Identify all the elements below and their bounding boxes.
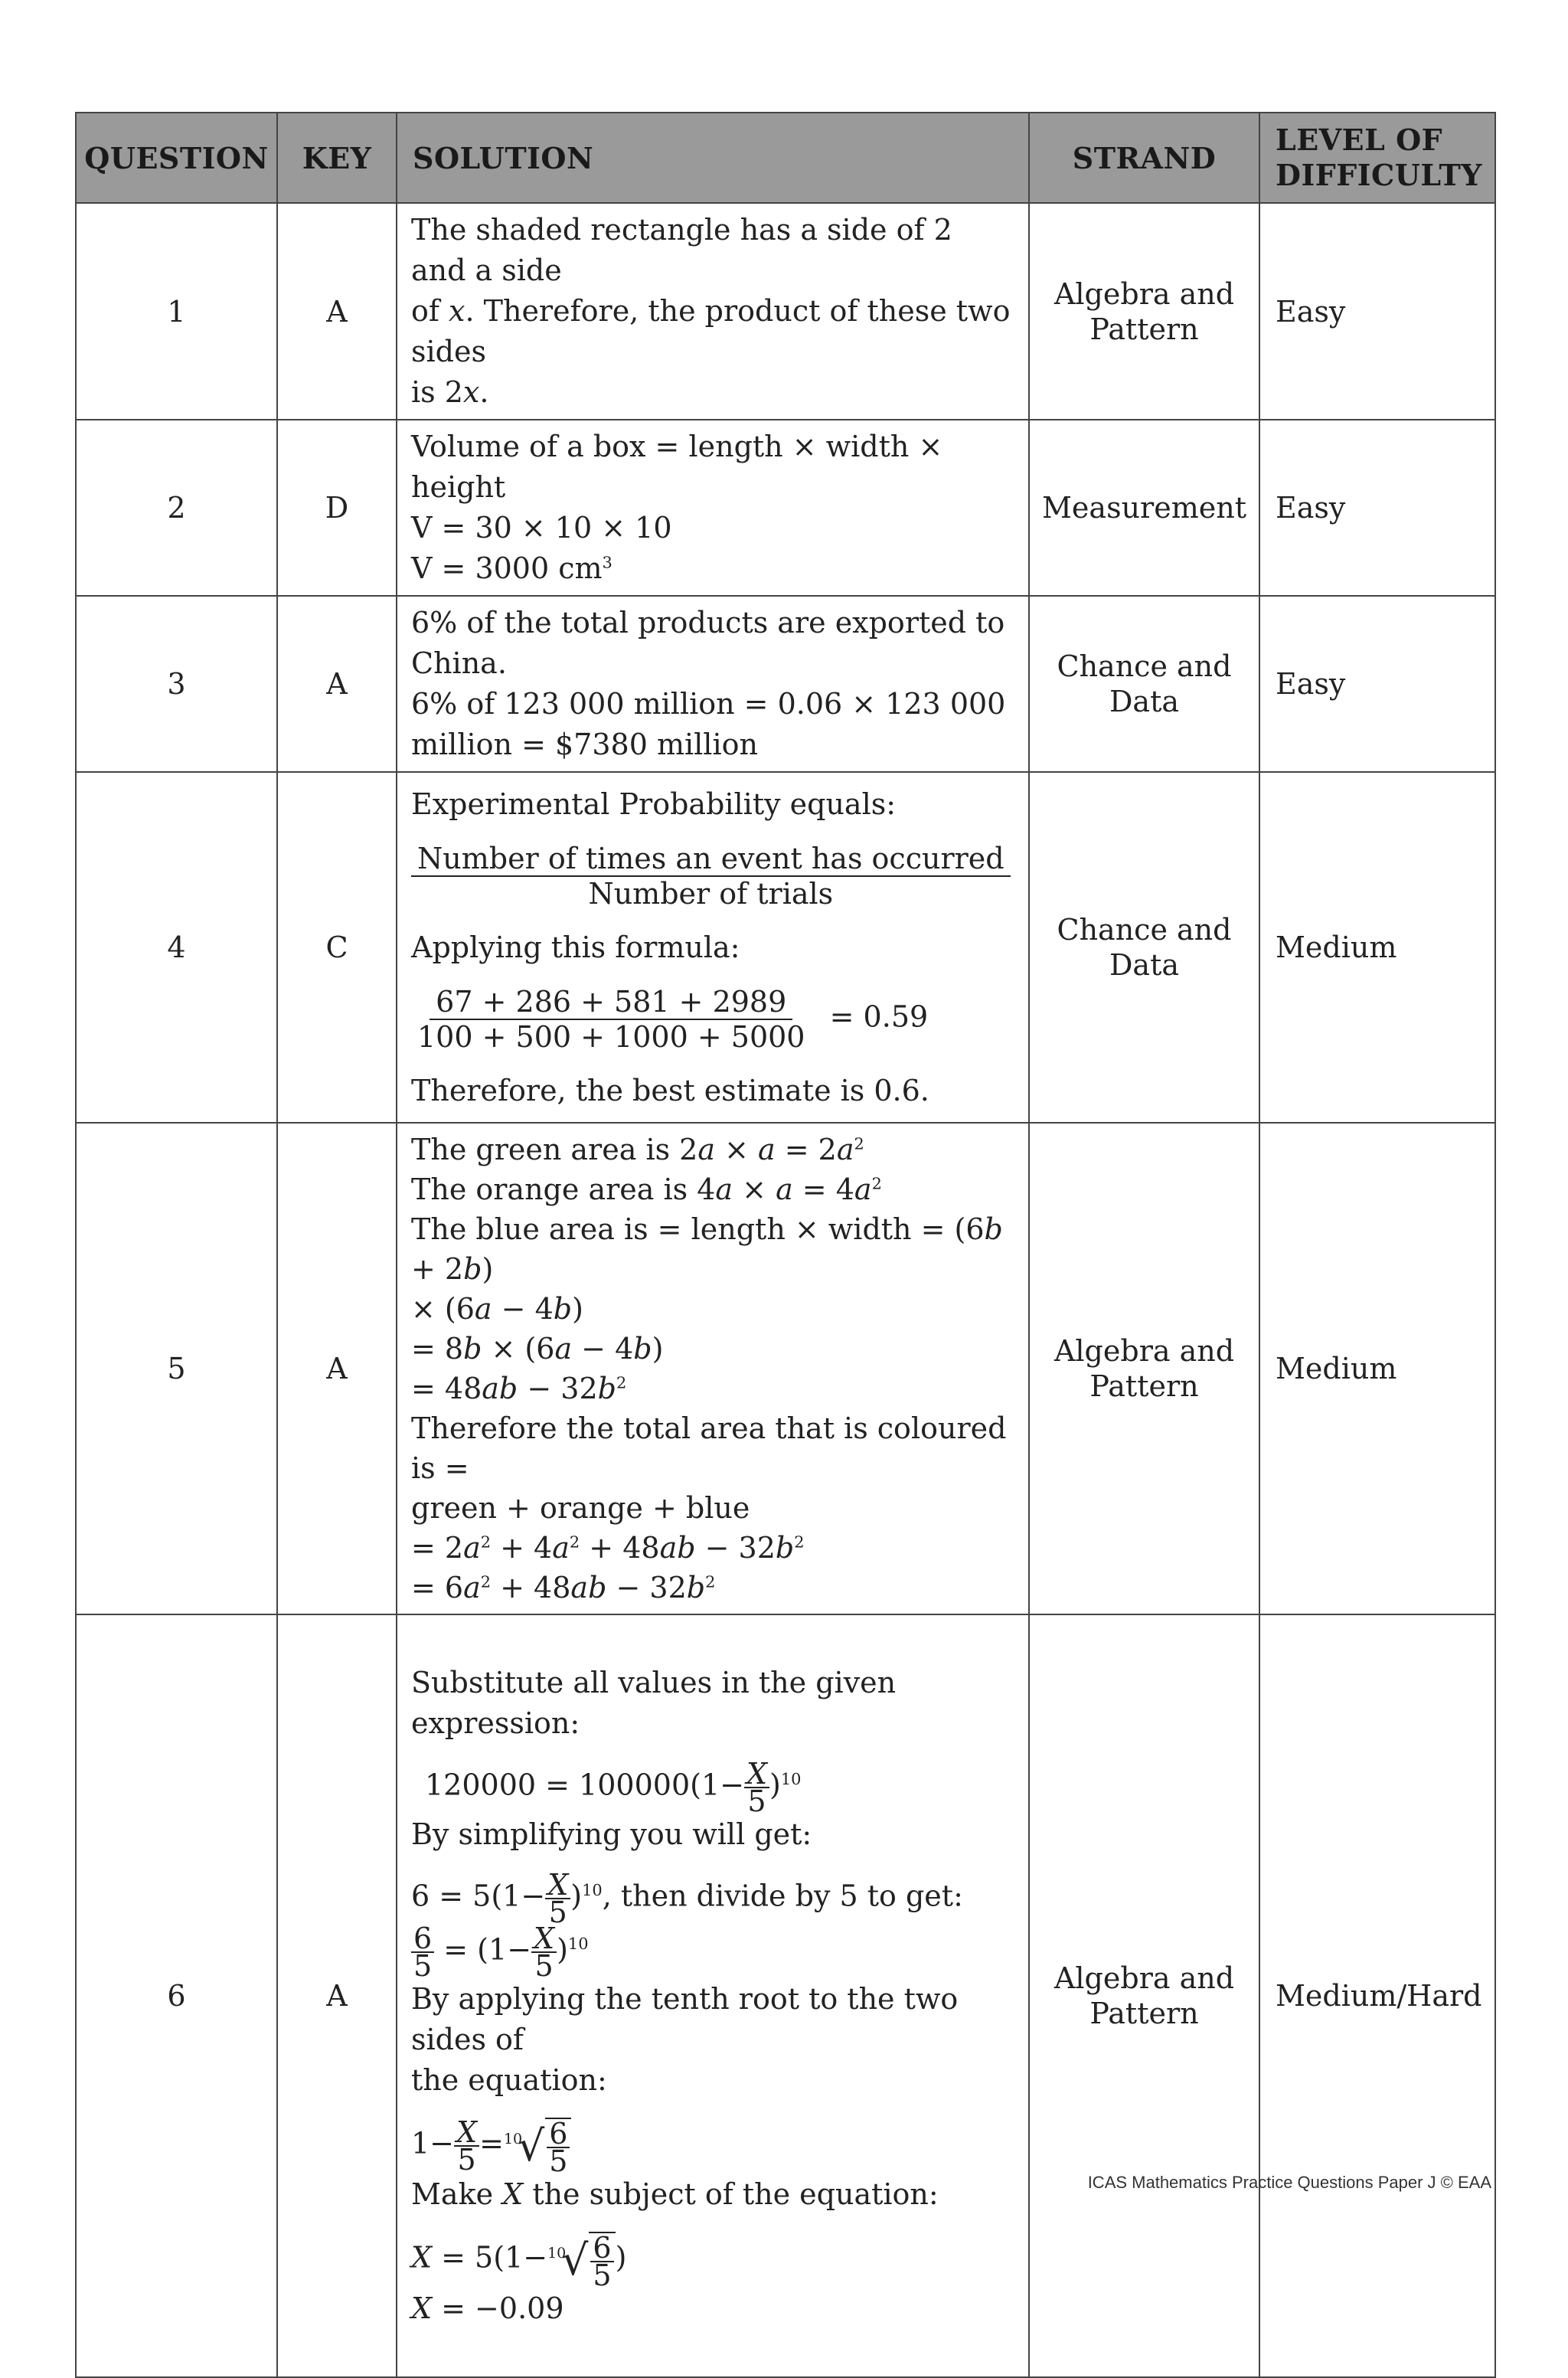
equation: $\frac{6}{5}$ = (1− $\frac{X}{5}$ )$^{10}$ <box>411 1925 1014 1979</box>
header-key: KEY <box>277 113 397 203</box>
page-footer: ICAS Mathematics Practice Questions Paper J © EAA <box>1087 2173 1491 2192</box>
table-row <box>76 596 1495 772</box>
solution-text: 6% of the total products are exported to China. 6% of 123 000 million = 0.06 × 123 000 million = $7380 million <box>397 596 1029 772</box>
equation: X = −0.09 <box>411 2291 564 2325</box>
strand-cell: Chance and Data <box>1029 772 1259 1123</box>
solution-text: Volume of a box = length × width × height V = 30 × 10 × 10 V = 3000 $cm^3$ <box>397 420 1029 596</box>
answer-key: A <box>277 203 397 420</box>
question-number: 3 <box>76 596 277 772</box>
difficulty-cell: Easy <box>1259 203 1495 420</box>
header-level: LEVEL OF DIFFICULTY <box>1259 113 1495 203</box>
table-row <box>76 1614 1495 2377</box>
header-row <box>76 113 1495 203</box>
strand-cell: Chance and Data <box>1029 596 1259 772</box>
question-number: 1 <box>76 203 277 420</box>
difficulty-cell: Medium/Hard <box>1259 1614 1495 2377</box>
solution-text: Experimental Probability equals: $\frac{\text{Number of times an event has occurred}}{\text{Number of trials}}$ Applying this formula: $\frac{67 + 286 + 581 + 2989}{100 + 500 + 1000 + 5000}$ = 0.59 Therefore, the best estimate is 0.6. <box>397 772 1029 1123</box>
strand-cell: Algebra and Pattern <box>1029 1123 1259 1614</box>
solution-text: The shaded rectangle has a side of 2 and a side of x. Therefore, the product of these two sides is 2x. <box>397 203 1029 420</box>
question-number: 2 <box>76 420 277 596</box>
probability-formula: $\frac{\text{Number of times an event has occurred}}{\text{Number of trials}}$ <box>411 842 1014 911</box>
equation: 6 = 5(1− $\frac{X}{5}$ )$^{10}$, then divide by 5 to get: <box>411 1868 963 1929</box>
difficulty-cell: Medium <box>1259 772 1495 1123</box>
table-row <box>76 1123 1495 1614</box>
difficulty-cell: Easy <box>1259 596 1495 772</box>
probability-calculation: $\frac{67 + 286 + 581 + 2989}{100 + 500 + 1000 + 5000}$ = 0.59 <box>417 984 929 1054</box>
table-row <box>76 203 1495 420</box>
header-solution: SOLUTION <box>397 113 1029 203</box>
table-row <box>76 772 1495 1123</box>
strand-cell: Algebra and Pattern <box>1029 1614 1259 2377</box>
header-question: QUESTION <box>76 113 277 203</box>
strand-cell: Measurement <box>1029 420 1259 596</box>
solutions-table <box>75 112 1496 2378</box>
answer-key: A <box>277 1614 397 2377</box>
solution-text: Substitute all values in the given expression: 120000 = 100000(1− $\frac{X}{5}$ )$^{10}$ By simplifying you will get: 6 = 5(1− $\frac{X}{5}$ )$^{10}$, then divide by 5 to get: $\frac{6}{5}$ = (1− $\frac{X}{5}$ )$^{10}$ By applying the tenth root to the two sides of the equation: 1− $\frac{X}{5}$ = 10 √ $\frac{6}{5}$ Make X the subject of the equation: X = 5(1− 10 √ $\frac{6}{5}$ ) X = −0.09 <box>397 1614 1029 2377</box>
difficulty-cell: Medium <box>1259 1123 1495 1614</box>
equation: 120000 = 100000(1− $\frac{X}{5}$ )$^{10}$ <box>425 1757 802 1818</box>
header-strand: STRAND <box>1029 113 1259 203</box>
question-number: 6 <box>76 1614 277 2377</box>
difficulty-cell: Easy <box>1259 420 1495 596</box>
table-row <box>76 420 1495 596</box>
answer-key: C <box>277 772 397 1123</box>
question-number: 4 <box>76 772 277 1123</box>
equation: 1− $\frac{X}{5}$ = 10 √ $\frac{6}{5}$ <box>411 2118 1014 2174</box>
equation: X = 5(1− 10 √ $\frac{6}{5}$ ) <box>411 2231 627 2292</box>
answer-key: D <box>277 420 397 596</box>
answer-key: A <box>277 596 397 772</box>
strand-cell: Algebra and Pattern <box>1029 203 1259 420</box>
question-number: 5 <box>76 1123 277 1614</box>
answer-key: A <box>277 1123 397 1614</box>
solution-text: The green area is $2a \times a = 2a^2$ The orange area is $4a \times a = 4a^2$ The blue area is = length × width = (6b + 2b) × (6a − 4b) = 8b × (6a − 4b) = $48ab - 32b^2$ Therefore the total area that is coloured is = green + orange + blue = $2a^2 + 4a^2 + 48ab - 32b^2$ = $6a^2 + 48ab - 32b^2$ <box>397 1123 1029 1614</box>
